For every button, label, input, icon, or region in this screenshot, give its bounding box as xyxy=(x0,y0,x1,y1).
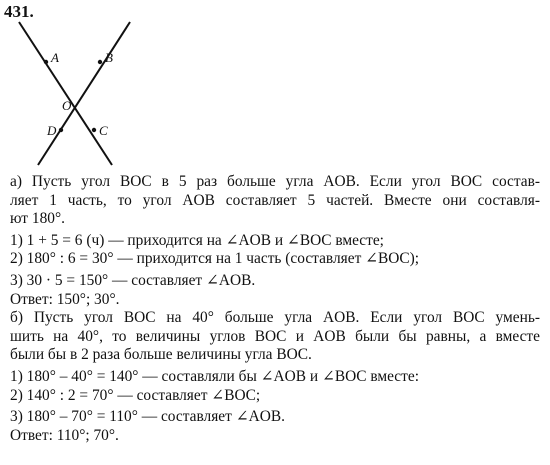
part-a-answer: Ответ: 150°; 30°. xyxy=(10,290,120,308)
part-b-line-3: были бы в 2 раза больше величины угла BOC. xyxy=(10,346,312,364)
label-o: O xyxy=(62,98,72,113)
label-a: A xyxy=(51,50,59,65)
label-c: C xyxy=(99,123,108,138)
part-b-step-1: 1) 180° – 40° = 140° — составляли бы ∠AOB и ∠BOC вместе: xyxy=(10,367,419,385)
part-b-line-2: шить на 40°, то величины углов BOC и AOB были бы равны, а вместе xyxy=(10,327,540,345)
part-a-line-2: ляет 1 часть, то угол AOB составляет 5 частей. Вместе они составля- xyxy=(10,191,540,209)
part-a-step-1: 1) 1 + 5 = 6 (ч) — приходится на ∠AOB и ∠BOC вместе; xyxy=(10,231,384,249)
point-a xyxy=(44,60,48,64)
label-b: B xyxy=(105,50,113,65)
line-bd xyxy=(38,22,130,165)
part-a-step-3: 3) 30 · 5 = 150° — составляет ∠AOB. xyxy=(10,271,256,289)
point-b xyxy=(98,60,102,64)
part-a-line-3: ют 180°. xyxy=(10,210,65,228)
intersecting-lines-figure xyxy=(0,0,180,170)
line-ac xyxy=(19,22,112,165)
solution-text xyxy=(10,173,540,445)
part-b-answer: Ответ: 110°; 70°. xyxy=(10,426,119,444)
label-d: D xyxy=(47,123,57,138)
part-a-step-2: 2) 180° : 6 = 30° — приходится на 1 часть (составляет ∠BOC); xyxy=(10,250,420,268)
part-b-line-1: б) Пусть угол BOC на 40° больше угла AOB. Если угол BOC умень- xyxy=(10,309,540,327)
problem-number: 431. xyxy=(4,2,34,21)
part-b-step-3: 3) 180° – 70° = 110° — составляет ∠AOB. xyxy=(10,408,285,426)
part-a-line-1: а) Пусть угол BOC в 5 раз больше угла AOB. Если угол BOC состав- xyxy=(10,173,540,190)
part-b-step-2: 2) 140° : 2 = 70° — составляет ∠BOC; xyxy=(10,386,261,404)
point-d xyxy=(59,128,63,132)
point-c xyxy=(92,128,96,132)
